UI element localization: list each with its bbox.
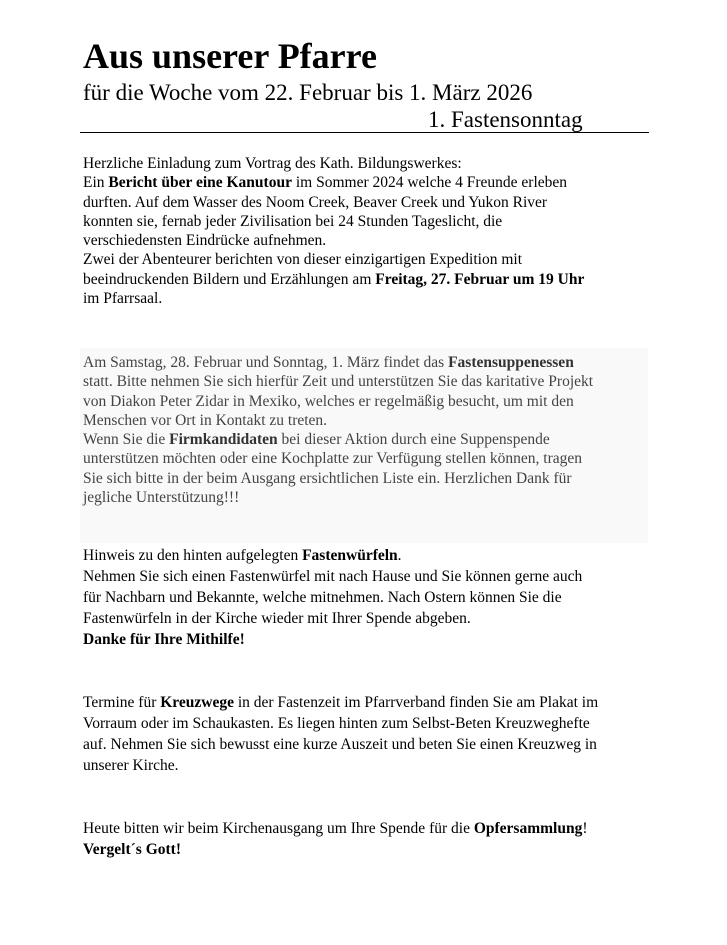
- bold-text: Firmkandidaten: [169, 431, 278, 449]
- text-line: unterstützen möchten oder eine Kochplatte zur Verfügung stellen können, tragen: [83, 450, 582, 468]
- bold-text: Bericht über eine Kanutour: [108, 174, 292, 192]
- text-line: von Diakon Peter Zidar in Mexiko, welches er regelmäßig besucht, um mit den: [83, 392, 574, 410]
- bold-text: Opfersammlung: [473, 820, 583, 837]
- text-line: Wenn Sie die Firmkandidaten bei dieser Aktion durch eine Suppenspende: [83, 431, 550, 449]
- text-line: Menschen vor Ort in Kontakt zu treten.: [83, 411, 328, 429]
- week-subtitle: für die Woche vom 22. Februar bis 1. März 2026: [83, 80, 533, 105]
- thanks-line: Danke für Ihre Mithilfe!: [83, 631, 245, 648]
- text-line: beeindruckenden Bildern und Erzählungen am Freitag, 27. Februar um 19 Uhr: [83, 270, 585, 288]
- vortrag-section: [83, 154, 643, 308]
- text-line: konnten sie, fernab jeder Zivilisation bei 24 Stunden Tageslicht, die: [83, 212, 503, 230]
- bold-text: Fastensuppenessen: [448, 354, 574, 371]
- text-line: unserer Kirche.: [83, 757, 179, 774]
- bold-text: Fastenwürfeln: [302, 547, 398, 564]
- suppenessen-section: [83, 353, 643, 507]
- text-line: für Nachbarn und Bekannte, welche mitnehmen. Nach Ostern können Sie die: [83, 589, 562, 606]
- text-line: durften. Auf dem Wasser des Noom Creek, Beaver Creek und Yukon River: [83, 193, 548, 211]
- closing-line: Vergelt´s Gott!: [83, 841, 181, 858]
- text-line: Fastenwürfeln in der Kirche wieder mit Ihrer Spende abgeben.: [83, 610, 471, 627]
- text-line: Herzliche Einladung zum Vortrag des Kath. Bildungswerkes:: [83, 155, 462, 172]
- bold-text: Freitag, 27. Februar um 19 Uhr: [375, 270, 585, 288]
- text-line: verschiedensten Eindrücke aufnehmen.: [83, 232, 327, 250]
- fastenwuerfel-section: [83, 545, 643, 650]
- text-line: Ein Bericht über eine Kanutour im Sommer 2024 welche 4 Freunde erleben: [83, 174, 568, 192]
- text-line: statt. Bitte nehmen Sie sich hierfür Zeit und unterstützen Sie das karitative Projekt: [83, 373, 594, 391]
- text-line: Am Samstag, 28. Februar und Sonntag, 1. März findet das Fastensuppenessen: [83, 354, 574, 371]
- text-line: auf. Nehmen Sie sich bewusst eine kurze Auszeit und beten Sie einen Kreuzweg in: [83, 736, 597, 753]
- kreuzwege-section: [83, 692, 643, 776]
- text-line: Termine für Kreuzwege in der Fastenzeit im Pfarrverband finden Sie am Plakat im: [83, 694, 599, 711]
- text-line: Heute bitten wir beim Kirchenausgang um Ihre Spende für die Opfersammlung!: [83, 820, 588, 837]
- text-line: Vorraum oder im Schaukasten. Es liegen hinten zum Selbst-Beten Kreuzweghefte: [83, 715, 590, 732]
- text-line: im Pfarrsaal.: [83, 290, 163, 308]
- page-title: Aus unserer Pfarre: [83, 36, 377, 76]
- opfersammlung-section: [83, 818, 643, 860]
- text-line: Sie sich bitte in der beim Ausgang ersichtlichen Liste ein. Herzlichen Dank für: [83, 469, 572, 487]
- bold-text: Kreuzwege: [160, 694, 234, 711]
- text-line: jegliche Unterstützung!!!: [83, 489, 240, 507]
- text-line: Zwei der Abenteurer berichten von dieser einzigartigen Expedition mit: [83, 251, 523, 269]
- text-line: Nehmen Sie sich einen Fastenwürfel mit nach Hause und Sie können gerne auch: [83, 568, 583, 585]
- header-divider: [80, 132, 649, 133]
- text-line: Hinweis zu den hinten aufgelegten Fastenwürfeln.: [83, 547, 402, 564]
- sunday-label: 1. Fastensonntag: [428, 107, 583, 132]
